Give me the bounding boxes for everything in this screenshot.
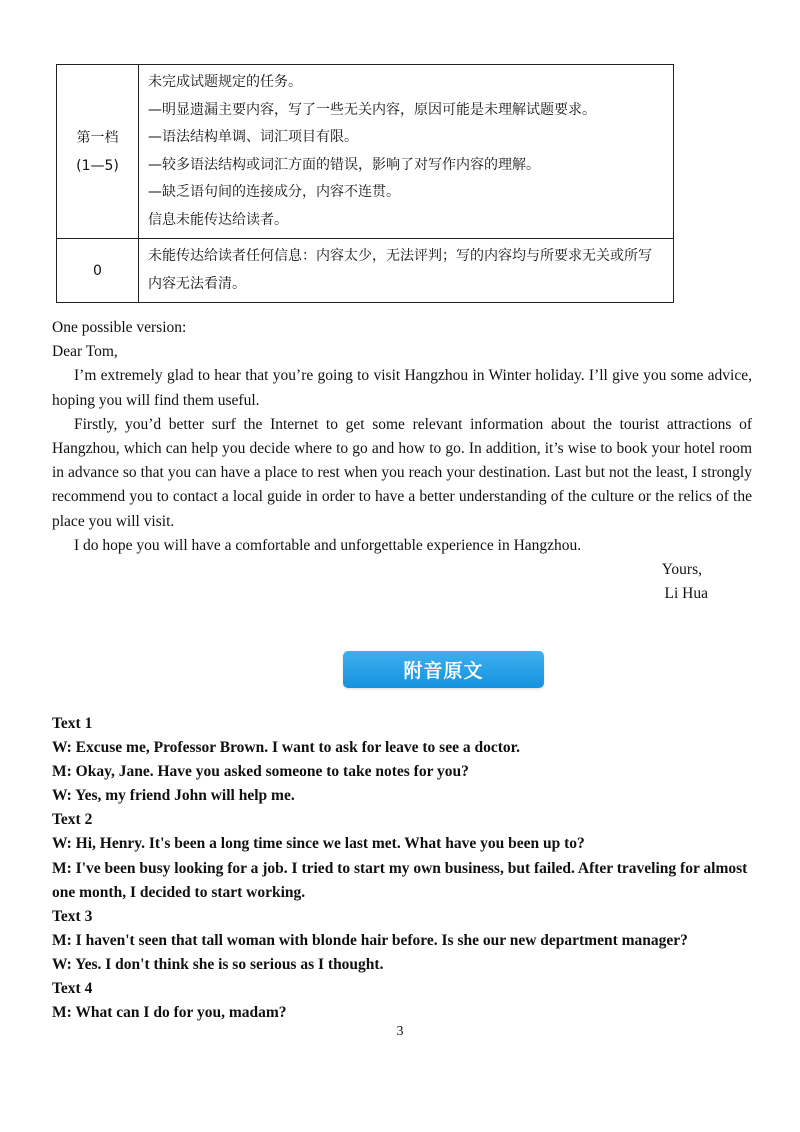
letter-salutation: Dear Tom, (52, 343, 118, 361)
sample-letter (52, 316, 752, 606)
rubric-level-cell (57, 239, 139, 303)
listening-transcript (52, 712, 752, 1025)
rubric-row-level-1 (57, 65, 674, 239)
section-banner (343, 651, 544, 688)
rubric-level-range: (1—5) (76, 157, 119, 174)
rubric-line: —明显遗漏主要内容，写了一些无关内容，原因可能是未理解试题要求。 (148, 101, 596, 118)
rubric-line: —语法结构单调、词汇项目有限。 (148, 129, 358, 145)
rubric-description-cell (139, 239, 674, 303)
transcript-line: Text 2 (52, 811, 93, 829)
transcript-line: W: Yes, my friend John will help me. (52, 787, 295, 805)
letter-closing: Yours, (661, 561, 702, 579)
rubric-line: 未完成试题规定的任务。 (148, 74, 302, 90)
transcript-line: Text 4 (52, 980, 93, 998)
letter-signature: Li Hua (664, 585, 708, 603)
transcript-line: W: Hi, Henry. It's been a long time since we last met. What have you been up to? (52, 835, 585, 853)
transcript-line: Text 1 (52, 715, 93, 732)
rubric-line: —较多语法结构或词汇方面的错误，影响了对写作内容的理解。 (148, 156, 540, 173)
transcript-line: M: Okay, Jane. Have you asked someone to take notes for you? (52, 763, 469, 781)
transcript-line: Text 3 (52, 907, 93, 925)
page-number: 3 (396, 1024, 404, 1039)
transcript-line: W: Yes. I don't think she is so serious as I thought. (52, 955, 384, 973)
transcript-line: M: What can I do for you, madam? (52, 1004, 287, 1022)
rubric-level-name: 第一档 (76, 129, 119, 146)
rubric-row-level-0 (57, 239, 674, 303)
transcript-line: M: I haven't seen that tall woman with blonde hair before. Is she our new department manager? (52, 931, 688, 949)
letter-heading: One possible version: (52, 319, 187, 336)
letter-paragraph: Firstly, you’d better surf the Internet to get some relevant information about the tourist attractions of Hangzhou, which can help you decide where to go and how to go. In addition, it’s wise to book your hotel room in advance so that you can have a place to rest when you reach your destination. Last but not the least, I strongly recommend you to contact a local guide in order to have a better understanding of the culture or the relics of the place you will visit. (52, 415, 752, 530)
transcript-line: M: I've been busy looking for a job. I tried to start my own business, but failed. After traveling for almost one month, I decided to start working. (52, 859, 748, 901)
section-banner-label: 附音原文 (403, 660, 484, 682)
rubric-line: 信息未能传达给读者。 (148, 211, 288, 228)
letter-paragraph: I do hope you will have a comfortable and unforgettable experience in Hangzhou. (74, 536, 582, 554)
rubric-level-name: 0 (93, 262, 102, 279)
rubric-line: —缺乏语句间的连接成分，内容不连贯。 (148, 184, 400, 200)
transcript-line: W: Excuse me, Professor Brown. I want to ask for leave to see a doctor. (52, 739, 520, 757)
rubric-description-cell (139, 65, 674, 239)
rubric-level-cell (57, 65, 139, 239)
rubric-line: 未能传达给读者任何信息：内容太少，无法评判；写的内容均与所要求无关或所写内容无法看清。 (148, 248, 652, 292)
letter-paragraph: I’m extremely glad to hear that you’re going to visit Hangzhou in Winter holiday. I’ll give you some advice, hoping you will find them useful. (52, 367, 752, 409)
scoring-rubric-table (56, 64, 674, 303)
